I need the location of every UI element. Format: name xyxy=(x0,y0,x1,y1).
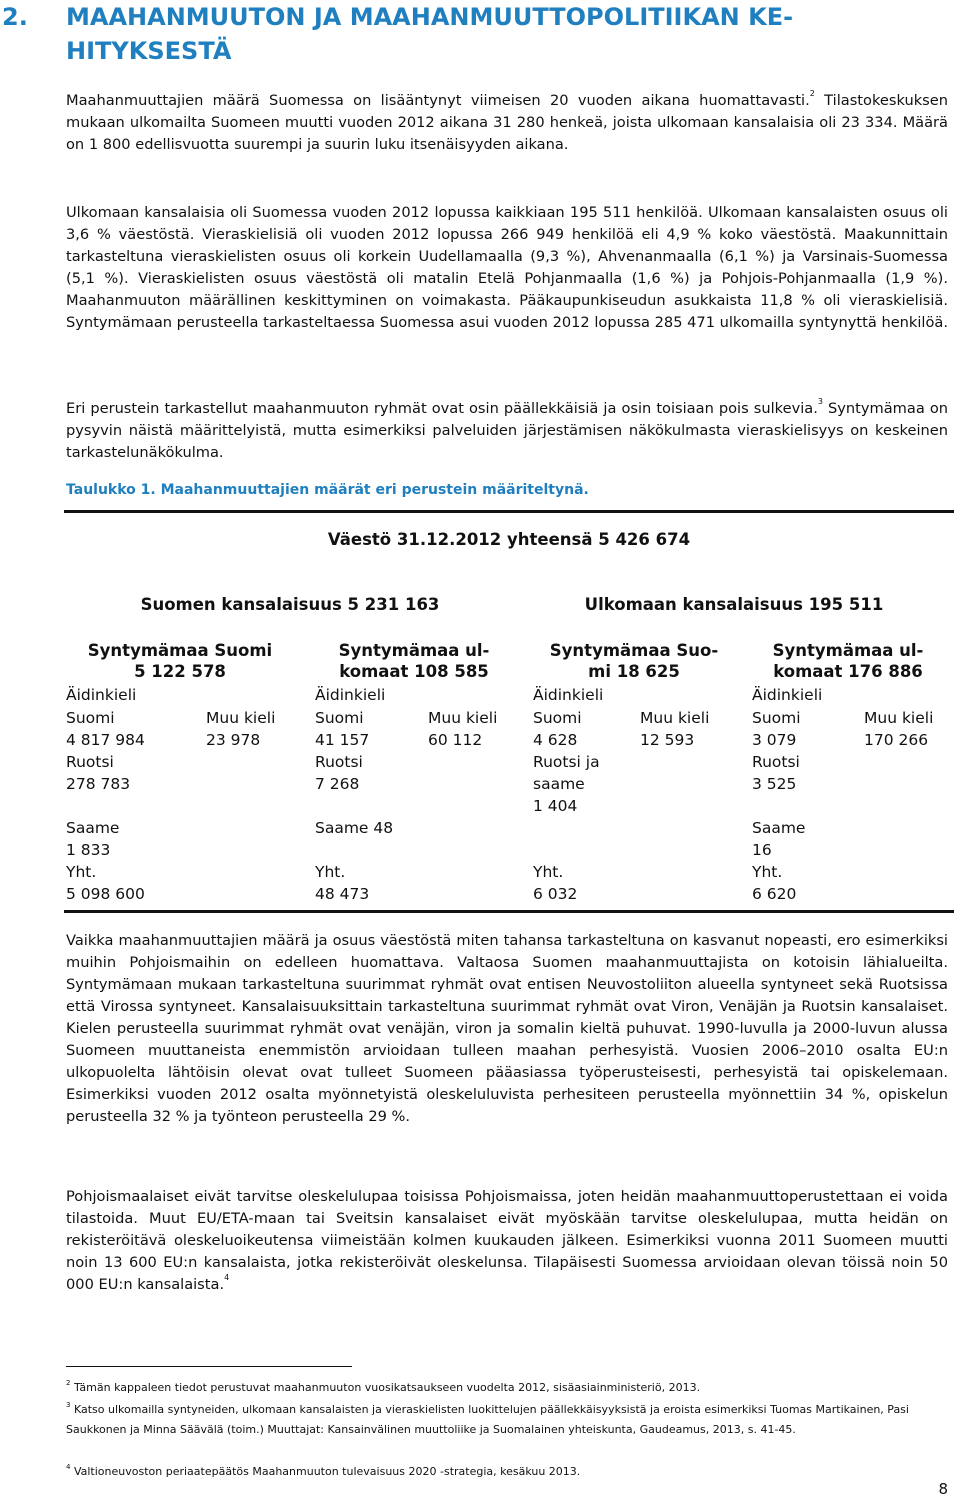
col3-muu-label: Muu kieli xyxy=(640,709,710,727)
section-title-line-1: MAAHANMUUTON JA MAAHANMUUTTOPOLITIIKAN KE- xyxy=(66,3,794,31)
group-3-line-2: mi 18 625 xyxy=(588,662,680,681)
table-total-row: Väestö 31.12.2012 yhteensä 5 426 674 xyxy=(327,530,691,549)
col4-ruotsi-value: 3 525 xyxy=(752,775,797,793)
paragraph-3 xyxy=(66,398,948,464)
col2-suomi-value: 41 157 xyxy=(315,731,370,749)
col1-total-value: 5 098 600 xyxy=(66,885,145,903)
group-4-line-1: Syntymämaa ul- xyxy=(772,641,924,660)
col3-ruotsi-line-1: Ruotsi ja xyxy=(533,753,600,771)
col3-total-value: 6 032 xyxy=(533,885,578,903)
col2-ruotsi-label: Ruotsi xyxy=(315,753,363,771)
col4-suomi-value: 3 079 xyxy=(752,731,797,749)
page-number: 8 xyxy=(938,1480,948,1498)
footnote-2 xyxy=(66,1378,948,1398)
col1-saame-label: Saame xyxy=(66,819,120,837)
col3-suomi-label: Suomi xyxy=(533,709,582,727)
footnote-4-text: Valtioneuvoston periaatepäätös Maahanmuuton tulevaisuus 2020 -strategia, kesäkuu 2013. xyxy=(73,1465,581,1478)
mother-tongue-label-2: Äidinkieli xyxy=(315,686,386,704)
col2-total-value: 48 473 xyxy=(315,885,370,903)
col4-saame-value: 16 xyxy=(752,841,772,859)
col1-muu-value: 23 978 xyxy=(206,731,261,749)
mother-tongue-label-3: Äidinkieli xyxy=(533,686,604,704)
group-3-line-1: Syntymämaa Suo- xyxy=(549,641,719,660)
group-2-line-1: Syntymämaa ul- xyxy=(338,641,490,660)
paragraph-3-text-a: Eri perustein tarkastellut maahanmuuton ryhmät ovat osin päällekkäisiä ja osin toisiaan pois sulkevia. xyxy=(66,400,818,417)
footnote-2-number: 2 xyxy=(66,1379,71,1387)
table-citizen-foreign: Ulkomaan kansalaisuus 195 511 xyxy=(584,595,884,614)
paragraph-4: Vaikka maahanmuuttajien määrä ja osuus väestöstä miten tahansa tarkasteltuna on kasvanut nopeasti, ero esimerkiksi muihin Pohjoismaihin on edelleen huomattava. Valtaosa Suomen maahanmuuttajista on kotoisin lähialueilta. Syntymämaan mukaan tarkasteltuna suurimmat ryhmät ovat entisen Neuvostoliiton alueella syntyneet sekä Ruotsissa että Virossa syntyneet. Kansalaisuuksittain tarkasteltuna suurimmat ryhmät ovat Viron, Venäjän ja Ruotsin kansalaiset. Kielen perusteella suurimmat ryhmät ovat venäjän, viron ja somalin kieltä puhuvat. 1990-luvulla ja 2000-luvun alussa Suomeen muuttaneista enemmistön arvioidaan tulleen maahan perhesyistä. Vuosien 2006–2010 osalta EU:n ulkopuolelta lähtöisin olevat ovat tulleet Suomeen pääasiassa työperusteisesti, perhesyistä tai opiskelemaan. Esimerkiksi vuoden 2012 osalta myönnetyistä oleskeluluvista perhesiteen perusteella myönnettiin 34 %, opiskelun perusteella 32 % ja työnteon perusteella 29 %. xyxy=(66,932,948,1125)
group-1-line-2: 5 122 578 xyxy=(134,662,226,681)
mother-tongue-label-1: Äidinkieli xyxy=(66,686,137,704)
table-top-rule xyxy=(64,510,954,513)
paragraph-2: Ulkomaan kansalaisia oli Suomessa vuoden 2012 lopussa kaikkiaan 195 511 henkilöä. Ulkomaan kansalaisten osuus oli 3,6 % väestöstä. Vieraskielisiä oli vuoden 2012 lopussa 266 949 henkilöä eli 4,9 % koko väestöstä. Maakunnittain tarkasteltuna vieraskielisten osuus oli korkein Uudellamaalla (9,3 %), Ahvenanmaalla (6,1 %) ja Varsinais-Suomessa (5,1 %). Vieraskielisten osuus väestöstä oli matalin Etelä Pohjanmaalla (1,6 %) ja Pohjois-Pohjanmaalla (1,9 %). Maahanmuuton määrällinen keskittyminen on voimakasta. Pääkaupunkiseudun asukkaista 11,8 % oli vieraskielisiä. Syntymämaan perusteella tarkasteltaessa Suomessa asui vuoden 2012 lopussa 285 471 ulkomailla syntynyttä henkilöä. xyxy=(66,204,949,331)
footnote-3 xyxy=(66,1400,948,1440)
footnote-ref-2: 2 xyxy=(809,89,815,98)
col2-total-label: Yht. xyxy=(315,863,346,881)
paragraph-1-text: Maahanmuuttajien määrä Suomessa on lisääntynyt viimeisen 20 vuoden aikana huomattavasti. xyxy=(66,92,810,109)
paragraph-5-text: Pohjoismaalaiset eivät tarvitse oleskelulupaa toisissa Pohjoismaissa, joten heidän maahanmuuttoperustettaan ei voida tilastoida. Muut EU/ETA-maan tai Sveitsin kansalaiset eivät myöskään tarvitse oleskelulupaa, mutta heidän on rekisteröitävä oleskeluoikeutensa viimeistään kolmen kuukauden jälkeen. Esimerkiksi vuonna 2011 Suomeen muutti noin 13 600 EU:n kansalaista, jotka rekisteröivät oleskelunsa. Tilapäisesti Suomessa arvioidaan olevan töissä noin 50 000 EU:n kansalaista. xyxy=(66,1188,948,1293)
col2-muu-label: Muu kieli xyxy=(428,709,498,727)
col1-muu-label: Muu kieli xyxy=(206,709,276,727)
col4-total-label: Yht. xyxy=(752,863,783,881)
col1-total-label: Yht. xyxy=(66,863,97,881)
footnote-3-text: Katso ulkomailla syntyneiden, ulkomaan kansalaisten ja vieraskielisten luokittelujen päällekkäisyyksistä ja eroista esimerkiksi Tuomas Martikainen, Pasi Saukkonen ja Minna Säävälä (toim.) Muuttajat: Kansainvälinen muuttoliike ja Suomalainen yhteiskunta, Gaudeamus, 2013, s. 41-45. xyxy=(66,1403,909,1436)
col3-suomi-value: 4 628 xyxy=(533,731,578,749)
footnote-ref-4: 4 xyxy=(224,1273,230,1282)
paragraph-1-text-rest: Tilastokeskuksen mukaan ulkomailta Suomeen muutti vuoden 2012 aikana 31 280 henkeä, joista ulkomaan kansalaisia oli 23 334. Määrä on 1 800 edellisvuotta suurempi ja suurin luku itsenäisyyden aikana. xyxy=(66,92,948,153)
col4-muu-value: 170 266 xyxy=(864,731,929,749)
col1-ruotsi-value: 278 783 xyxy=(66,775,131,793)
col4-total-value: 6 620 xyxy=(752,885,797,903)
footnote-4 xyxy=(66,1462,948,1482)
col1-suomi-value: 4 817 984 xyxy=(66,731,145,749)
col3-ruotsi-line-2: saame xyxy=(533,775,585,793)
col3-ruotsi-value: 1 404 xyxy=(533,797,578,815)
col2-suomi-label: Suomi xyxy=(315,709,364,727)
col3-total-label: Yht. xyxy=(533,863,564,881)
mother-tongue-label-4: Äidinkieli xyxy=(752,686,823,704)
col2-ruotsi-value: 7 268 xyxy=(315,775,360,793)
col2-muu-value: 60 112 xyxy=(428,731,483,749)
col1-ruotsi-label: Ruotsi xyxy=(66,753,114,771)
table-citizen-finnish: Suomen kansalaisuus 5 231 163 xyxy=(140,595,440,614)
footnote-4-number: 4 xyxy=(66,1463,71,1471)
col4-muu-label: Muu kieli xyxy=(864,709,934,727)
paragraph-5 xyxy=(66,1186,948,1296)
paragraph-3-text-b: Syntymämaa on pysyvin näistä määrittelyistä, mutta esimerkiksi palveluiden järjestämisen näkökulmasta vieraskielisyys on keskeinen tarkastelunäkökulma. xyxy=(66,400,948,461)
footnote-2-text: Tämän kappaleen tiedot perustuvat maahanmuuton vuosikatsaukseen vuodelta 2012, sisäasiainministeriö, 2013. xyxy=(73,1381,701,1394)
section-number: 2. xyxy=(2,3,28,31)
col4-suomi-label: Suomi xyxy=(752,709,801,727)
section-title-line-2: HITYKSESTÄ xyxy=(66,37,232,65)
group-1-line-1: Syntymämaa Suomi xyxy=(87,641,273,660)
col2-saame: Saame 48 xyxy=(315,819,394,837)
col1-saame-value: 1 833 xyxy=(66,841,111,859)
group-4-line-2: komaat 176 886 xyxy=(773,662,923,681)
footnote-ref-3: 3 xyxy=(817,397,823,406)
col3-muu-value: 12 593 xyxy=(640,731,695,749)
paragraph-1 xyxy=(66,90,948,156)
footnote-separator xyxy=(66,1366,352,1367)
footnote-3-number: 3 xyxy=(66,1401,71,1409)
col4-ruotsi-label: Ruotsi xyxy=(752,753,800,771)
group-2-line-2: komaat 108 585 xyxy=(339,662,489,681)
col1-suomi-label: Suomi xyxy=(66,709,115,727)
table-bottom-rule xyxy=(64,910,954,913)
col4-saame-label: Saame xyxy=(752,819,806,837)
table-caption: Taulukko 1. Maahanmuuttajien määrät eri perustein määriteltynä. xyxy=(66,482,589,498)
